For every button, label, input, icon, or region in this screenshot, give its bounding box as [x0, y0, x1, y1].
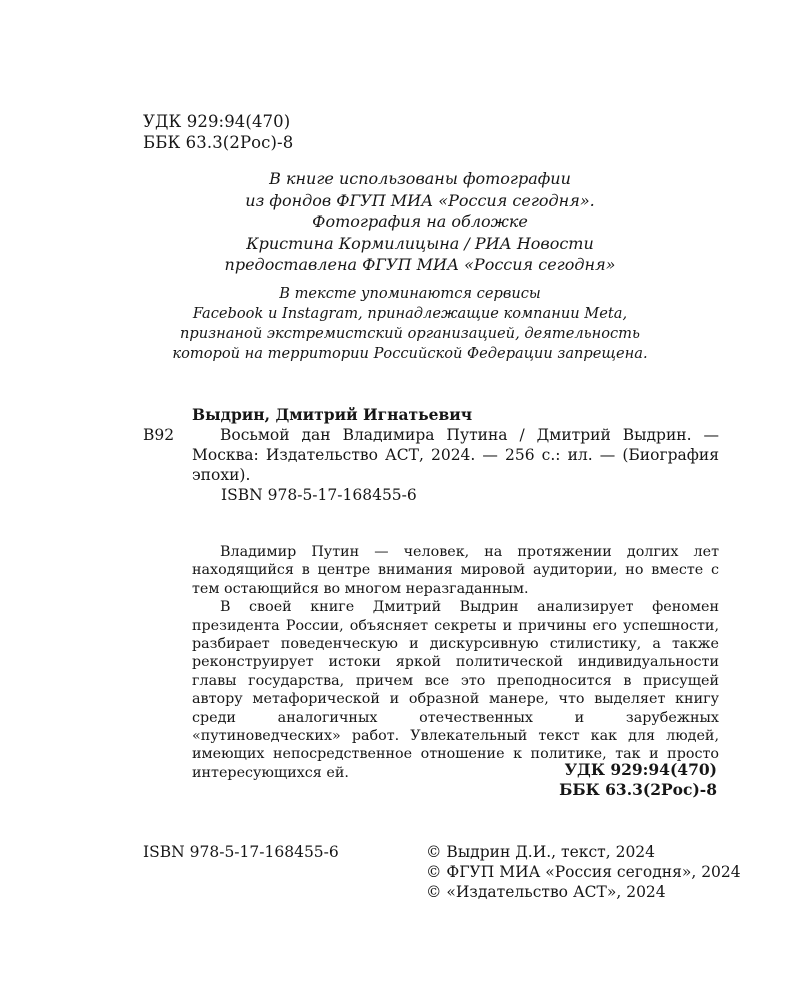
- book-annotation: [192, 543, 719, 782]
- photo-credit-line: Фотография на обложке: [312, 212, 528, 231]
- classification-codes-bottom: [559, 760, 717, 800]
- annotation-paragraph: Владимир Путин — человек, на протяжении долгих лет находящийся в центре внимания мировой аудитории, но вместе с тем остающийся во многом неразгаданным.: [192, 544, 719, 597]
- photo-credit-line: В книге использованы фотографии: [269, 169, 571, 188]
- bibliographic-author: Выдрин, Дмитрий Игнатьевич: [192, 405, 473, 424]
- copyright-notices: [426, 842, 741, 902]
- legal-notice: [130, 284, 690, 364]
- copyright-line: © «Издательство АСТ», 2024: [426, 883, 666, 901]
- imprint-isbn: ISBN 978-5-17-168455-6: [143, 843, 339, 861]
- photo-credit-line: Кристина Кормилицына / РИА Новости: [246, 233, 594, 253]
- annotation-paragraph: В своей книге Дмитрий Выдрин анализирует феномен президента России, объясняет секреты и причины его успешности, разбирает поведенческую и дискурсивную стилистику, а также реконструирует истоки яркой политической индивидуальности главы государства, причем все это преподносится в присущей автору метафорической и образной манере, что выделяет книгу среди аналогичных отечественных и зарубежных «путиноведческих» работ. Увлекательный текст как для людей, имеющих непосредственное отношение к политике, так и просто интересующихся ей.: [192, 599, 719, 781]
- bibliographic-description: Восьмой дан Владимира Путина / Дмитрий Выдрин. — Москва: Издательство АСТ, 2024. — 256 с.: ил. — (Биография эпохи).: [192, 426, 719, 484]
- legal-notice-line: которой на территории Российской Федерации запрещена.: [172, 345, 648, 362]
- udk-code: УДК 929:94(470): [564, 760, 717, 779]
- author-code: В92: [143, 426, 175, 444]
- bibliographic-isbn: ISBN 978-5-17-168455-6: [221, 486, 417, 504]
- legal-notice-line: Facebook и Instagram, принадлежащие компании Meta,: [192, 305, 628, 322]
- photo-credit-line: предоставлена ФГУП МИА «Россия сегодня»: [224, 255, 616, 274]
- copyright-line: © Выдрин Д.И., текст, 2024: [426, 843, 656, 861]
- legal-notice-line: В тексте упоминаются сервисы: [279, 285, 541, 302]
- udk-code: УДК 929:94(470): [143, 112, 291, 131]
- legal-notice-line: признаной экстремистский организацией, деятельность: [180, 325, 640, 342]
- photo-credits: [160, 168, 680, 276]
- bbk-code: ББК 63.3(2Рос)-8: [143, 133, 294, 152]
- bbk-code: ББК 63.3(2Рос)-8: [559, 780, 717, 799]
- classification-codes-top: [143, 111, 293, 153]
- photo-credit-line: из фондов ФГУП МИА «Россия сегодня».: [245, 190, 595, 210]
- copyright-line: © ФГУП МИА «Россия сегодня», 2024: [426, 863, 741, 881]
